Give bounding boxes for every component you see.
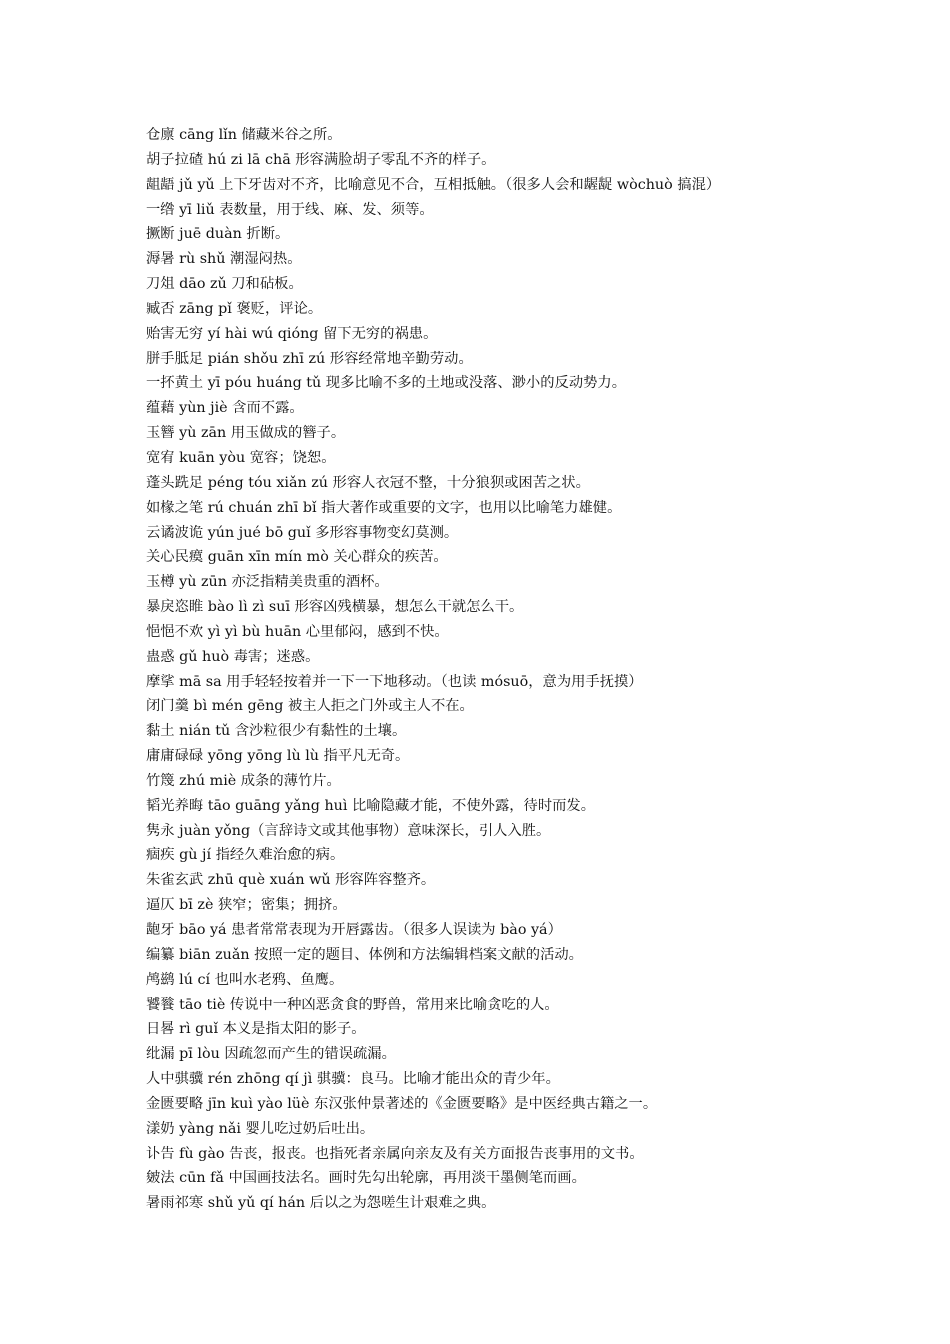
- vocab-entry: 隽永 juàn yǒng（言辞诗文或其他事物）意味深长，引人入胜。: [146, 822, 551, 839]
- vocab-entry: 纰漏 pī lòu 因疏忽而产生的错误疏漏。: [146, 1046, 396, 1063]
- vocab-entry: 痼疾 gù jí 指经久难治愈的病。: [146, 847, 345, 864]
- vocab-entry: 撅断 juē duàn 折断。: [146, 226, 290, 243]
- vocab-entry: 闭门羹 bì mén gēng 被主人拒之门外或主人不在。: [146, 698, 474, 715]
- vocab-entry: 龅牙 bāo yá 患者常常表现为开唇露齿。（很多人误读为 bào yá）: [146, 922, 562, 938]
- vocab-entry: 玉樽 yù zūn 亦泛指精美贵重的酒杯。: [146, 574, 389, 591]
- vocab-entry: 漾奶 yàng nǎi 婴儿吃过奶后吐出。: [146, 1120, 375, 1137]
- vocab-entry: 暑雨祁寒 shǔ yǔ qí hán 后以之为怨嗟生计艰难之典。: [146, 1195, 496, 1212]
- vocab-entry: 贻害无穷 yí hài wú qióng 留下无穷的祸患。: [146, 325, 438, 342]
- vocab-entry: 刀俎 dāo zǔ 刀和砧板。: [146, 276, 303, 293]
- vocab-entry: 饕餮 tāo tiè 传说中一种凶恶贪食的野兽，常用来比喻贪吃的人。: [146, 996, 559, 1013]
- vocab-entry: 摩挲 mā sa 用手轻轻按着并一下一下地移动。（也读 mósuō，意为用手抚摸）: [146, 673, 643, 690]
- vocab-entry: 仓廪 cāng lǐn 储藏米谷之所。: [146, 127, 342, 143]
- vocab-entry: 逼仄 bī zè 狭窄；密集；拥挤。: [146, 897, 347, 914]
- vocab-entry: 皴法 cūn fǎ 中国画技法名。画时先勾出轮廓，再用淡干墨侧笔而画。: [146, 1170, 586, 1187]
- vocab-entry: 鸬鹚 lú cí 也叫水老鸦、鱼鹰。: [146, 971, 344, 988]
- vocab-entry: 竹篾 zhú miè 成条的薄竹片。: [146, 772, 341, 789]
- vocab-entry: 编纂 biān zuǎn 按照一定的题目、体例和方法编辑档案文献的活动。: [146, 946, 583, 963]
- vocab-entry: 臧否 zāng pǐ 褒贬，评论。: [146, 300, 323, 317]
- vocab-entry: 胡子拉碴 hú zi lā chā 形容满脸胡子零乱不齐的样子。: [146, 151, 496, 168]
- vocab-entry: 关心民瘼 guān xīn mín mò 关心群众的疾苦。: [146, 549, 448, 566]
- vocab-entry: 云谲波诡 yún jué bō guǐ 多形容事物变幻莫测。: [146, 524, 459, 541]
- vocab-entry: 龃龉 jǔ yǔ 上下牙齿对不齐，比喻意见不合，互相抵触。（很多人会和龌龊 wòchuò 搞混）: [146, 176, 721, 193]
- vocab-entry: 蛊惑 gǔ huò 毒害；迷惑。: [146, 648, 320, 665]
- vocab-entry: 胼手胝足 pián shǒu zhī zú 形容经常地辛勤劳动。: [146, 350, 473, 367]
- vocab-entry: 悒悒不欢 yì yì bù huān 心里郁闷，感到不快。: [146, 623, 449, 640]
- vocab-entry: 讣告 fù gào 告丧，报丧。也指死者亲属向亲友及有关方面报告丧事用的文书。: [146, 1145, 644, 1162]
- vocab-entry: 暴戾恣睢 bào lì zì suī 形容凶残横暴，想怎么干就怎么干。: [146, 599, 524, 616]
- vocab-entry: 一绺 yī liǔ 表数量，用于线、麻、发、须等。: [146, 201, 434, 218]
- vocab-entry: 宽宥 kuān yòu 宽容；饶恕。: [146, 449, 336, 466]
- vocab-entry: 人中骐骥 rén zhōng qí jì 骐骥：良马。比喻才能出众的青少年。: [146, 1071, 560, 1088]
- vocab-entry: 日晷 rì guǐ 本义是指太阳的影子。: [146, 1021, 366, 1038]
- vocab-entry: 如椽之笔 rú chuán zhī bǐ 指大著作或重要的文字，也用以比喻笔力雄健。: [146, 499, 622, 516]
- vocab-entry: 金匮要略 jīn kuì yào lüè 东汉张仲景著述的《金匮要略》是中医经典古籍之一。: [146, 1095, 658, 1112]
- vocab-entry: 蓬头跣足 péng tóu xiǎn zú 形容人衣冠不整，十分狼狈或困苦之状。: [146, 474, 590, 491]
- vocab-entry: 庸庸碌碌 yōng yōng lù lù 指平凡无奇。: [146, 748, 410, 765]
- vocab-entry: 韬光养晦 tāo guāng yǎng huì 比喻隐藏才能，不使外露，待时而发。: [146, 797, 596, 814]
- vocab-entry: 黏土 nián tǔ 含沙粒很少有黏性的土壤。: [146, 723, 407, 740]
- vocab-entry: 朱雀玄武 zhū què xuán wǔ 形容阵容整齐。: [146, 872, 436, 889]
- vocab-entry: 玉簪 yù zān 用玉做成的簪子。: [146, 425, 346, 442]
- vocab-entry: 溽暑 rù shǔ 潮湿闷热。: [146, 251, 302, 268]
- vocab-entry: 一抔黄土 yī póu huáng tǔ 现多比喻不多的土地或没落、渺小的反动势力。: [146, 375, 627, 392]
- vocab-entry: 蕴藉 yùn jiè 含而不露。: [146, 400, 304, 417]
